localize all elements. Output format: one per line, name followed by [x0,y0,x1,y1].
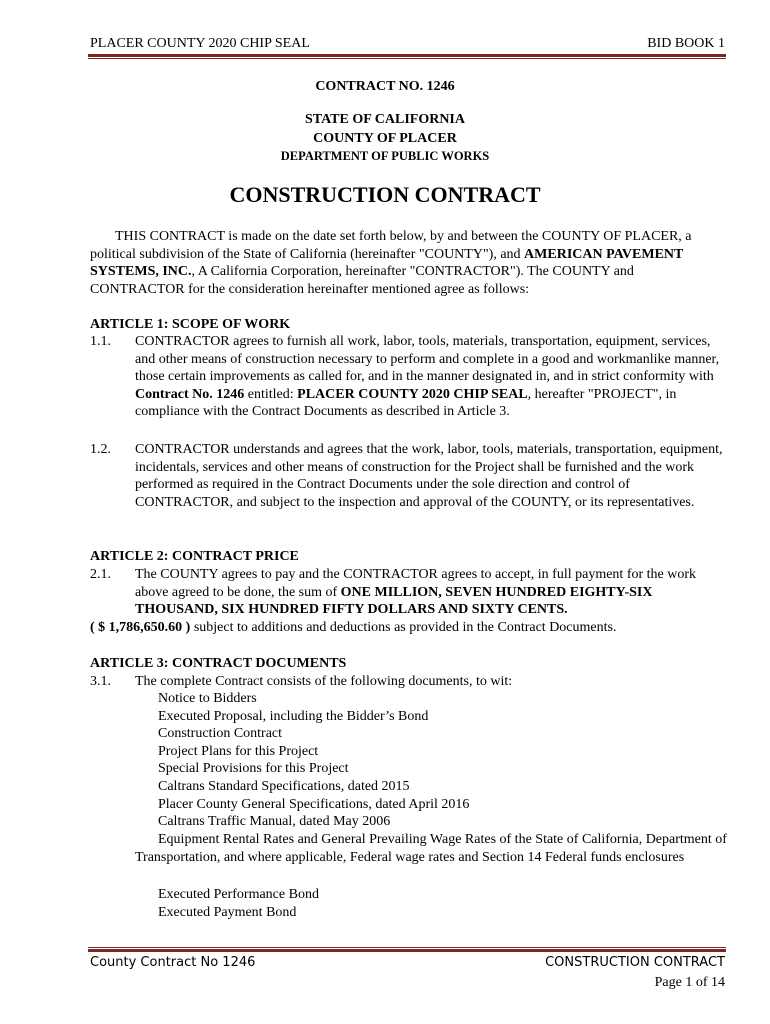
wage-rates-item [135,831,728,866]
header-left: PLACER COUNTY 2020 CHIP SEAL [90,36,310,51]
price-in-words: ONE MILLION, SEVEN HUNDRED EIGHTY-SIX THOUSAND, SIX HUNDRED FIFTY DOLLARS AND SIXTY CENTS. [135,584,653,617]
document-title: CONSTRUCTION CONTRACT [229,182,541,207]
list-item: Caltrans Traffic Manual, dated May 2006 [158,814,391,830]
article-1-heading: ARTICLE 1: SCOPE OF WORK [90,317,291,332]
page-number: Page 1 of 14 [654,975,725,990]
clause-1-1 [90,333,728,421]
clause-2-1 [90,566,728,619]
clause-text: entitled: [244,386,298,402]
footer-rule [88,949,726,952]
document-list [158,690,718,831]
intro-text-2: , A California Corporation, hereinafter "CONTRACTOR"). The COUNTY and CONTRACTOR for the consideration hereinafter mentioned agree as follows: [90,264,634,297]
header-right: BID BOOK 1 [647,36,725,51]
county-line: COUNTY OF PLACER [313,131,457,146]
list-item: Equipment Rental Rates and General Prevailing Wage Rates of the State of California, Department of Transportation, and where applicable, Federal wage rates and Section 14 Federal funds enclosures [135,832,727,865]
list-item: Placer County General Specifications, dated April 2016 [158,796,470,812]
project-name: PLACER COUNTY 2020 CHIP SEAL [297,386,528,402]
clause-3-1 [90,673,728,691]
clause-number: 2.1. [90,567,111,582]
clause-number: 1.2. [90,442,111,457]
clause-number: 1.1. [90,334,111,349]
list-item: Project Plans for this Project [158,743,319,759]
amount-text: subject to additions and deductions as provided in the Contract Documents. [190,620,617,635]
footer-right: CONSTRUCTION CONTRACT [545,955,725,970]
clause-number: 3.1. [90,674,111,689]
intro-paragraph [90,228,728,298]
header-rule-thin [88,58,726,59]
state-line: STATE OF CALIFORNIA [305,112,465,127]
list-item: Executed Payment Bond [158,904,297,920]
list-item: Caltrans Standard Specifications, dated 2015 [158,778,410,794]
list-item: Notice to Bidders [158,691,257,706]
footer-rule-thin [88,947,726,948]
clause-body: The complete Contract consists of the following documents, to wit: [135,674,513,689]
clause-body: CONTRACTOR understands and agrees that the work, labor, tools, materials, transportation, equipment, incidentals, services and other means of construction for the Project shall be furnished and the work performed as required in the Contract Documents under the sole direction and control of CONTRACTOR, and subject to the inspection and approval of the COUNTY, or its representatives. [135,442,723,510]
header-rule [88,54,726,57]
document-list-continued [158,886,319,921]
list-item: Executed Performance Bond [158,887,319,902]
clause-text: The COUNTY agrees to pay and the CONTRACTOR agrees to accept, in full payment for the work above agreed to be done, the sum of [135,567,697,600]
intro-text-1: THIS CONTRACT is made on the date set forth below, by and between the COUNTY OF PLACER, a political subdivision of the State of California (hereinafter "COUNTY"), and [90,229,692,262]
department-line: DEPARTMENT OF PUBLIC WORKS [280,149,490,163]
article-2-heading: ARTICLE 2: CONTRACT PRICE [90,549,299,564]
contract-ref: Contract No. 1246 [135,386,245,402]
contractor-name: AMERICAN PAVEMENT SYSTEMS, INC. [90,246,684,279]
clause-body [135,333,728,421]
contract-number: CONTRACT NO. 1246 [315,79,455,94]
article-3-heading: ARTICLE 3: CONTRACT DOCUMENTS [90,656,347,671]
page-header [90,36,725,54]
clause-body [135,566,728,619]
list-item: Special Provisions for this Project [158,761,349,777]
clause-text: , hereafter "PROJECT", in compliance with the Contract Documents as described in Article 3. [135,386,677,419]
list-item: Construction Contract [158,726,283,742]
list-item: Executed Proposal, including the Bidder’s Bond [158,708,429,724]
clause-1-2 [90,441,728,511]
clause-text: CONTRACTOR agrees to furnish all work, labor, tools, materials, transportation, equipment, services, and other means of construction necessary to perform and complete in a good and workmanlike manner, those certain improvements as called for, and in the manner designated in, and in strict conformity with [135,334,720,384]
footer-left: County Contract No 1246 [90,955,256,970]
contract-amount [90,620,728,636]
price-figure: ( $ 1,786,650.60 ) [90,620,191,635]
